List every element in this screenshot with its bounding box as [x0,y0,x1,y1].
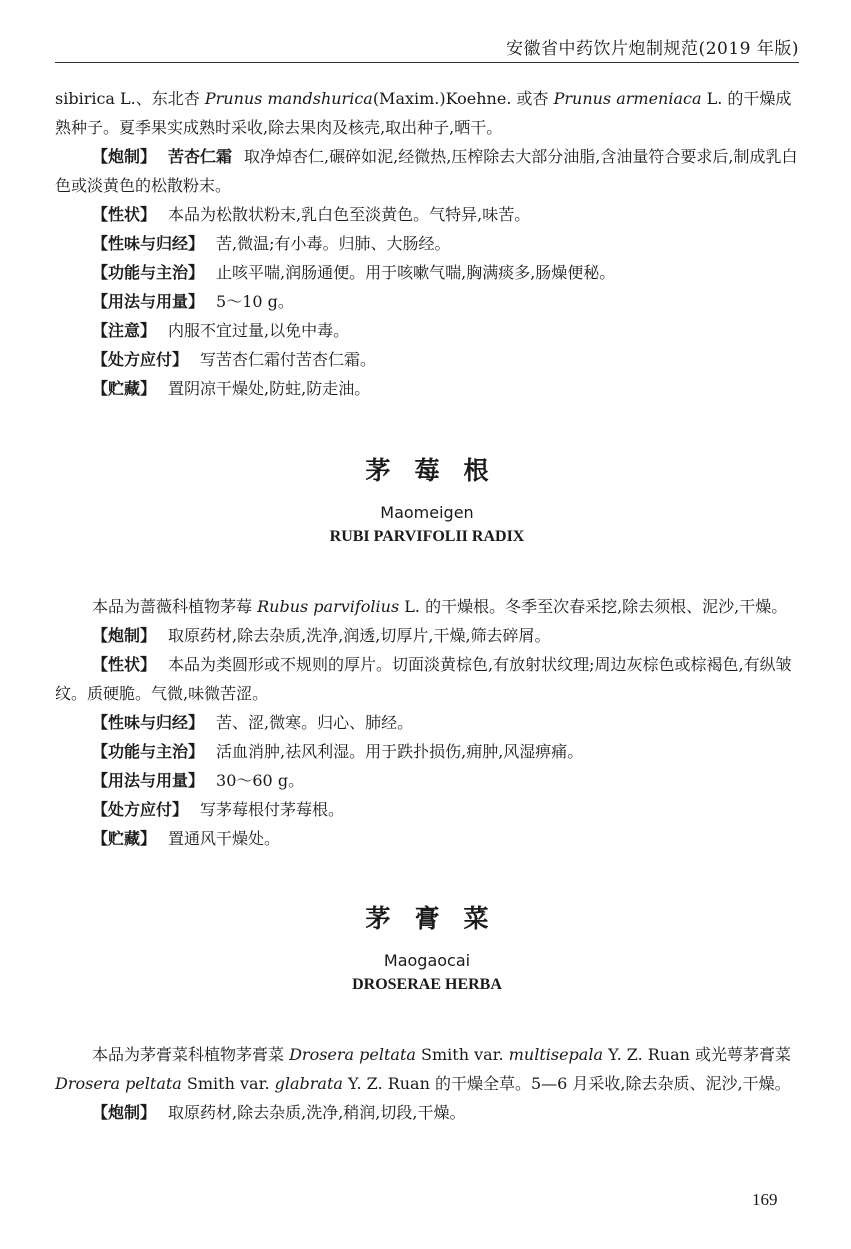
entry1-storage: 【贮藏】 置阴凉干燥处,防蛀,防走油。 [92,379,371,398]
entry2-property: 【性味与归经】 苦、涩,微寒。归心、肺经。 [92,713,414,732]
entry2-pinyin: Maomeigen [380,503,474,522]
entry2-processing: 【炮制】 取原药材,除去杂质,洗净,润透,切厚片,干燥,筛去碎屑。 [92,626,551,645]
page-content [55,84,799,1127]
entry2-dosage: 【用法与用量】 30～60 g。 [92,771,305,790]
entry1-source: sibirica L.、东北杏 Prunus mandshurica(Maxim.)Koehne. 或杏 Prunus armeniaca L. 的干燥成熟种子。夏季果实成熟时采收,除去果肉及核壳,取出种子,晒干。 [55,89,792,137]
entry2-description: 【性状】 本品为类圆形或不规则的厚片。切面淡黄棕色,有放射状纹理;周边灰棕色或棕褐色,有纵皱纹。质硬脆。气微,味微苦涩。 [55,655,792,703]
page-header [55,22,799,63]
entry3-pinyin: Maogaocai [383,951,471,970]
entry1-description: 【性状】 本品为松散状粉末,乳白色至淡黄色。气特异,味苦。 [92,205,531,224]
entry2-storage: 【贮藏】 置通风干燥处。 [92,829,281,848]
entry3-processing: 【炮制】 取原药材,除去杂质,洗净,稍润,切段,干燥。 [92,1103,466,1122]
entry2-latin-name: RUBI PARVIFOLII RADIX [329,528,525,545]
entry1-property: 【性味与归经】 苦,微温;有小毒。归肺、大肠经。 [92,234,451,253]
header-title: 安徽省中药饮片炮制规范(2019 年版) [506,39,799,59]
entry2-prescription: 【处方应付】 写茅莓根付茅莓根。 [92,800,345,819]
entry1-dosage: 【用法与用量】 5～10 g。 [92,292,294,311]
entry3-latin-name: DROSERAE HERBA [352,976,502,993]
entry1-prescription: 【处方应付】 写苦杏仁霜付苦杏仁霜。 [92,350,377,369]
entry3-title: 茅膏菜 [365,904,513,933]
page-number: 169 [752,1190,778,1209]
entry3-source: 本品为茅膏菜科植物茅膏菜 Drosera peltata Smith var. multisepala Y. Z. Ruan 或光萼茅膏菜 Drosera peltata Smith var. glabrata Y. Z. Ruan 的干燥全草。5—6 月采收,除去杂质、泥沙,干燥。 [55,1045,792,1093]
entry2-function: 【功能与主治】 活血消肿,祛风利湿。用于跌扑损伤,痈肿,风湿痹痛。 [92,742,584,761]
entry2-title: 茅莓根 [365,456,513,485]
entry1-function: 【功能与主治】 止咳平喘,润肠通便。用于咳嗽气喘,胸满痰多,肠燥便秘。 [92,263,616,282]
entry2-source: 本品为蔷薇科植物茅莓 Rubus parvifolius L. 的干燥根。冬季至次春采挖,除去须根、泥沙,干燥。 [92,597,788,616]
entry1-caution: 【注意】 内服不宜过量,以免中毒。 [92,321,350,340]
entry1-processing: 【炮制】 苦杏仁霜 取净焯杏仁,碾碎如泥,经微热,压榨除去大部分油脂,含油量符合要求后,制成乳白色或淡黄色的松散粉末。 [55,147,798,195]
